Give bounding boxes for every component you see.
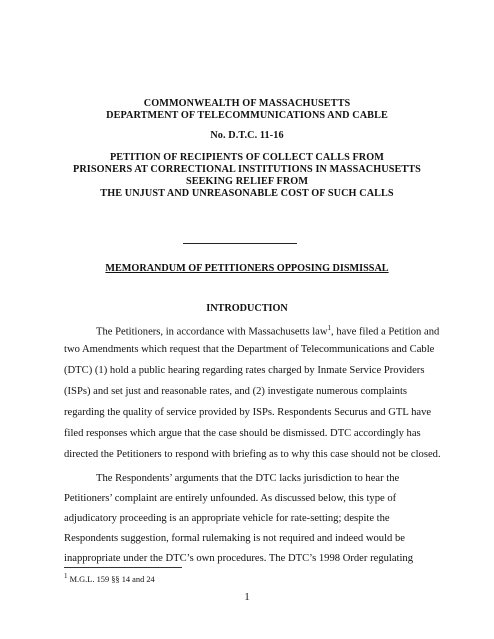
petition-title-line: PETITION OF RECIPIENTS OF COLLECT CALLS FROM — [109, 152, 385, 163]
page-number: 1 — [244, 592, 250, 603]
docket-number: No. D.T.C. 11-16 — [210, 130, 284, 141]
paragraph-1-line — [96, 322, 486, 339]
paragraph-1-text: The Petitioners, in accordance with Massachusetts law — [96, 326, 328, 338]
footnote-ref: 1 — [327, 324, 332, 332]
footnote-text: M.G.L. 159 §§ 14 and 24 — [67, 574, 155, 584]
petition-title-line: SEEKING RELIEF FROM — [185, 176, 309, 187]
paragraph-2-line: inappropriate under the DTC’s own procedures. The DTC’s 1998 Order regulating — [64, 553, 414, 564]
footnote — [64, 572, 155, 584]
paragraph-1-line: regarding the quality of service provided by ISPs. Respondents Securus and GTL have — [64, 407, 432, 418]
paragraph-2-line: Respondents suggestion, formal rulemaking is not required and indeed would be — [64, 533, 405, 544]
commonwealth-heading: COMMONWEALTH OF MASSACHUSETTS — [143, 98, 351, 109]
paragraph-1-line: (ISPs) and set just and reasonable rates, and (2) investigate numerous complaints — [64, 386, 408, 397]
title-divider — [183, 243, 297, 244]
paragraph-1-line: directed the Petitioners to respond with briefing as to why this case should not be closed. — [64, 449, 441, 460]
footnote-marker: 1 — [64, 572, 68, 580]
footnote-divider — [64, 567, 182, 568]
paragraph-1-line: two Amendments which request that the Department of Telecommunications and Cable — [64, 344, 435, 355]
paragraph-2-line: adjudicatory proceeding is an appropriate vehicle for rate-setting; despite the — [64, 513, 390, 524]
paragraph-2-line: The Respondents’ arguments that the DTC lacks jurisdiction to hear the — [96, 473, 400, 484]
petition-title-line: PRISONERS AT CORRECTIONAL INSTITUTIONS IN MASSACHUSETTS — [73, 164, 421, 175]
memorandum-title: MEMORANDUM OF PETITIONERS OPPOSING DISMISSAL — [105, 263, 389, 274]
paragraph-1-line: filed responses which argue that the case should be dismissed. DTC accordingly has — [64, 428, 421, 439]
department-heading: DEPARTMENT OF TELECOMMUNICATIONS AND CABLE — [106, 110, 388, 121]
petition-title-line: THE UNJUST AND UNREASONABLE COST OF SUCH CALLS — [100, 188, 394, 199]
paragraph-1-text: , have filed a Petition and — [331, 326, 440, 338]
paragraph-2-line: Petitioners’ complaint are entirely unfounded. As discussed below, this type of — [64, 493, 397, 504]
section-heading-introduction: INTRODUCTION — [206, 303, 288, 314]
paragraph-1-line: (DTC) (1) hold a public hearing regarding rates charged by Inmate Service Providers — [64, 365, 425, 376]
